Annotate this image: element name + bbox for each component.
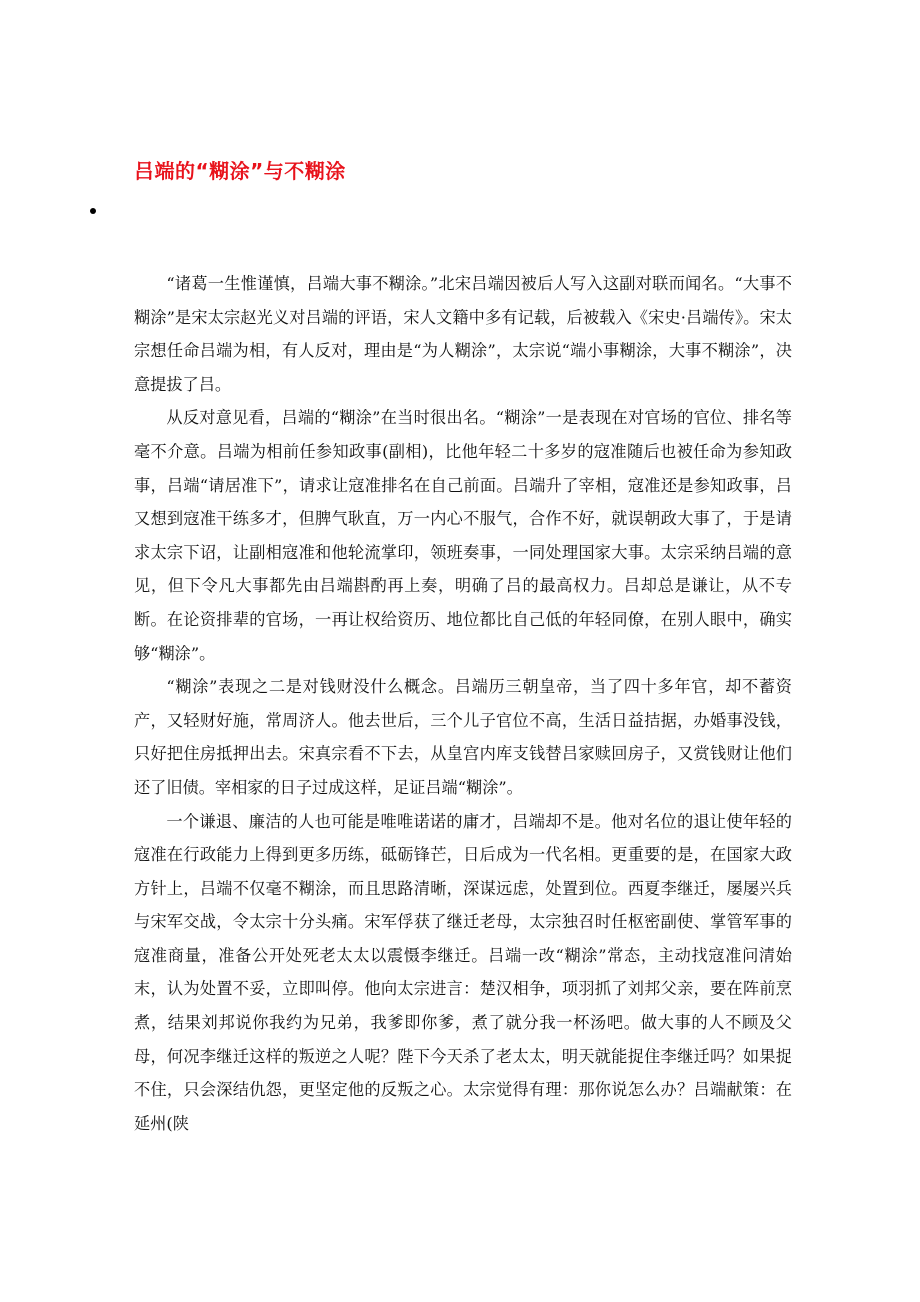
article-title: 吕端的“糊涂”与不糊涂 [134,159,346,183]
paragraph-4: 一个谦退、廉洁的人也可能是唯唯诺诺的庸才，吕端却不是。他对名位的退让使年轻的寇准在行政能力上得到更多历练，砥砺锋芒，日后成为一代名相。更重要的是，在国家大政方针上，吕端不仅毫不糊涂，而且思路清晰，深谋远虑，处置到位。西夏李继迁，屡屡兴兵与宋军交战，令太宗十分头痛。宋军俘获了继迁老母，太宗独召时任枢密副使、掌管军事的寇准商量，准备公开处死老太太以震慑李继迁。吕端一改“糊涂”常态，主动找寇准问清始末，认为处置不妥，立即叫停。他向太宗进言：楚汉相争，项羽抓了刘邦父亲，要在阵前烹煮，结果刘邦说你我约为兄弟，我爹即你爹，煮了就分我一杯汤吧。做大事的人不顾及父母，何况李继迁这样的叛逆之人呢？陛下今天杀了老太太，明天就能捉住李继迁吗？如果捉不住，只会深结仇怨，更坚定他的反叛之心。太宗觉得有理：那你说怎么办？吕端献策：在延州(陕 [134,811,792,1133]
paragraph-3: “糊涂”表现之二是对钱财没什么概念。吕端历三朝皇帝，当了四十多年官，却不蓄资产，又轻财好施，常周济人。他去世后，三个儿子官位不高，生活日益拮据，办婚事没钱，只好把住房抵押出去。宋真宗看不下去，从皇宫内库支钱替吕家赎回房子，又赏钱财让他们还了旧债。宰相家的日子过成这样，足证吕端“糊涂”。 [134,677,792,797]
bullet-point [90,208,96,214]
paragraph-2: 从反对意见看，吕端的“糊涂”在当时很出名。“糊涂”一是表现在对官场的官位、排名等毫不介意。吕端为相前任参知政事(副相)，比他年轻二十多岁的寇准随后也被任命为参知政事，吕端“请居准下”，请求让寇准排名在自己前面。吕端升了宰相，寇准还是参知政事，吕又想到寇准干练多才，但脾气耿直，万一内心不服气，合作不好，就误朝政大事了，于是请求太宗下诏，让副相寇准和他轮流掌印，领班奏事，一同处理国家大事。太宗采纳吕端的意见，但下令凡大事都先由吕端斟酌再上奏，明确了吕的最高权力。吕却总是谦让，从不专断。在论资排辈的官场，一再让权给资历、地位都比自己低的年轻同僚，在别人眼中，确实够“糊涂”。 [134,408,792,663]
paragraph-1: “诸葛一生惟谨慎，吕端大事不糊涂。”北宋吕端因被后人写入这副对联而闻名。“大事不糊涂”是宋太宗赵光义对吕端的评语，宋人文籍中多有记载，后被载入《宋史·吕端传》。宋太宗想任命吕端为相，有人反对，理由是“为人糊涂”，太宗说“端小事糊涂，大事不糊涂”，决意提拔了吕。 [134,274,792,394]
article-body [134,267,792,1140]
